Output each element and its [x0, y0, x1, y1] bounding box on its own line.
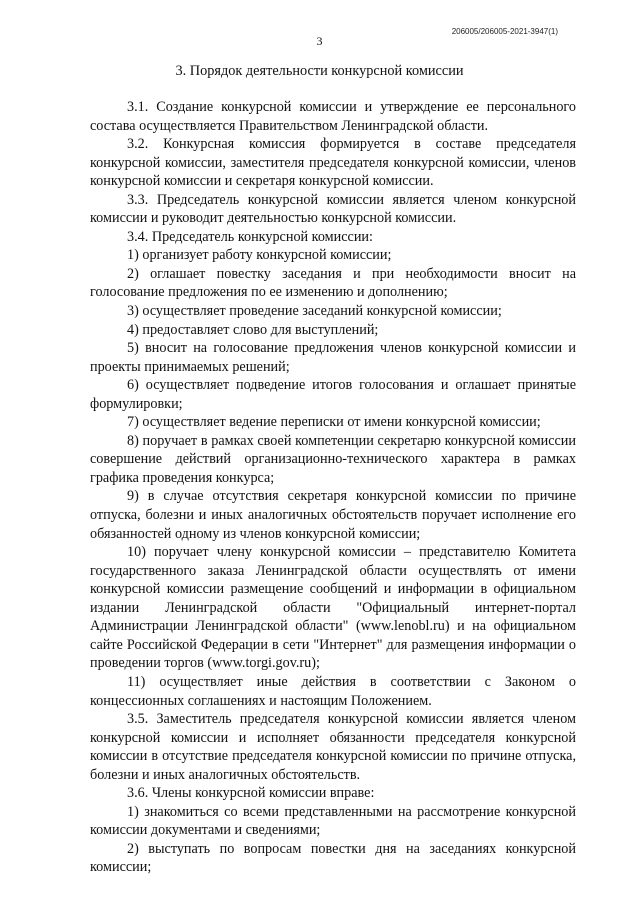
document-id: 206005/206005-2021-3947(1) [451, 27, 558, 36]
list-item-3-4-11: 11) осуществляет иные действия в соответствии с Законом о концессионных соглашениях и настоящим Положением. [90, 673, 576, 709]
list-item-3-4-2: 2) оглашает повестку заседания и при необходимости вносит на голосование предложения по ее изменению и дополнению; [90, 265, 576, 301]
paragraph-3-6: 3.6. Члены конкурсной комиссии вправе: [127, 785, 375, 802]
paragraph-3-2: 3.2. Конкурсная комиссия формируется в составе председателя конкурсной комиссии, заместителя председателя конкурсной комиссии, членов конкурсной комиссии и секретаря конкурсной комиссии. [90, 136, 576, 190]
list-item-3-4-7: 7) осуществляет ведение переписки от имени конкурсной комиссии; [127, 414, 541, 431]
list-item-3-4-4: 4) предоставляет слово для выступлений; [127, 321, 379, 338]
document-body [90, 98, 576, 877]
list-item-3-6-1: 1) знакомиться со всеми представленными на рассмотрение конкурсной комиссии документами и сведениями; [90, 803, 576, 839]
list-item-3-4-9: 9) в случае отсутствия секретаря конкурсной комиссии по причине отпуска, болезни и иных аналогичных обстоятельств поручает исполнение его обязанностей одному из членов конкурсной комиссии; [90, 488, 576, 542]
page-number: 3 [316, 34, 323, 48]
paragraph-3-3: 3.3. Председатель конкурсной комиссии является членом конкурсной комиссии и руководит деятельностью конкурсной комиссии. [90, 191, 576, 227]
list-item-3-4-1: 1) организует работу конкурсной комиссии; [127, 247, 392, 264]
list-item-3-4-8: 8) поручает в рамках своей компетенции секретарю конкурсной комиссии совершение действий организационно-технического характера в рамках графика проведения конкурса; [90, 432, 576, 486]
list-item-3-4-6: 6) осуществляет подведение итогов голосования и оглашает принятые формулировки; [90, 377, 576, 412]
list-item-3-4-10: 10) поручает члену конкурсной комиссии – представителю Комитета государственного заказа Ленинградской области осуществлять от имени конкурсной комиссии размещение сообщений и информации в официальном издании Ленинградской области "Официальный интернет-портал Администрации Ленинградской области" (www.lenobl.ru) и на официальном сайте Российской Федерации в сети "Интернет" для размещения информации о проведении торгов (www.torgi.gov.ru); [90, 544, 576, 672]
list-item-3-4-5: 5) вносит на голосование предложения членов конкурсной комиссии и проекты принимаемых решений; [90, 340, 576, 375]
paragraph-3-1: 3.1. Создание конкурсной комиссии и утверждение ее персонального состава осуществляется Правительством Ленинградской области. [90, 99, 576, 134]
list-item-3-4-3: 3) осуществляет проведение заседаний конкурсной комиссии; [127, 303, 502, 320]
list-item-3-6-2: 2) выступать по вопросам повестки дня на заседаниях конкурсной комиссии; [90, 840, 576, 876]
paragraph-3-5: 3.5. Заместитель председателя конкурсной комиссии является членом конкурсной комиссии и исполняет обязанности председателя конкурсной комиссии в отсутствие председателя конкурсной комиссии по причине отпуска, болезни и иных аналогичных обстоятельств. [90, 711, 576, 783]
paragraph-3-4: 3.4. Председатель конкурсной комиссии: [127, 228, 373, 245]
section-title: 3. Порядок деятельности конкурсной комиссии [175, 63, 464, 79]
